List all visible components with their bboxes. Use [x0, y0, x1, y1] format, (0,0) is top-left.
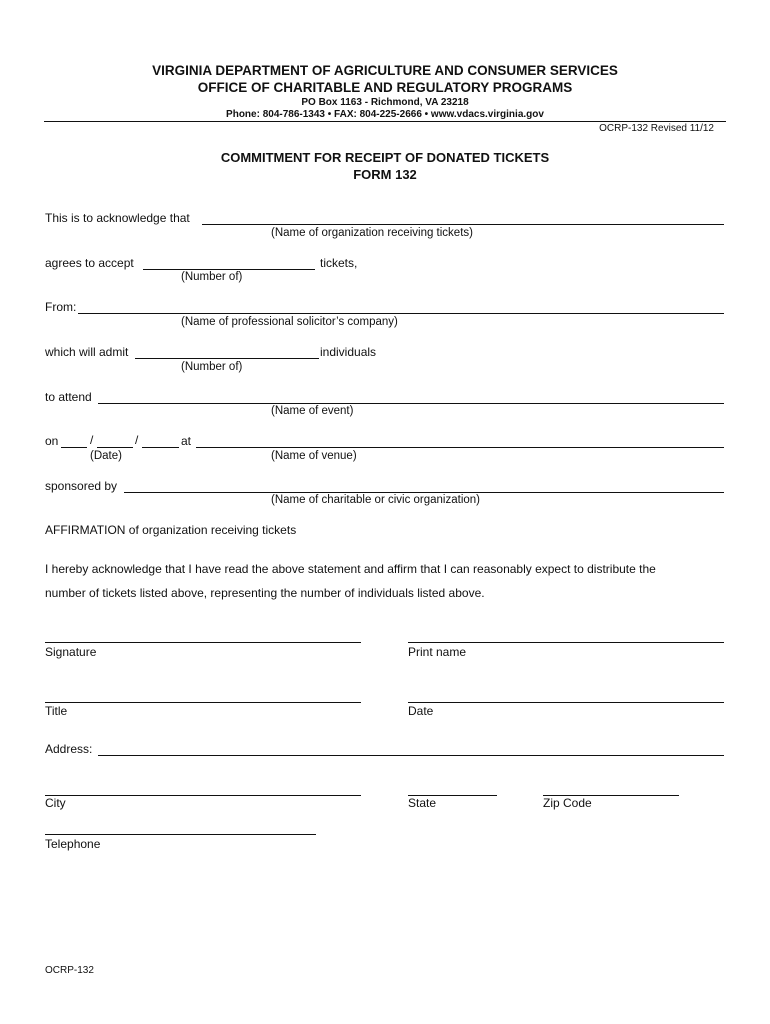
tickets-count-hint: (Number of) — [181, 271, 243, 283]
organization-name-field[interactable] — [202, 210, 724, 225]
zip-code-field[interactable] — [543, 781, 679, 796]
date-hint: (Date) — [90, 450, 122, 462]
date-day-field[interactable] — [97, 433, 133, 448]
title-label: Title — [45, 704, 68, 718]
date-label: Date — [408, 704, 434, 718]
signature-field[interactable] — [45, 628, 361, 643]
date-field[interactable] — [408, 688, 724, 703]
event-name-hint: (Name of event) — [271, 405, 354, 417]
affirmation-text-line2: number of tickets listed above, representing the number of individuals listed above. — [45, 586, 485, 600]
date-slash: / — [135, 433, 139, 447]
sponsor-organization-hint: (Name of charitable or civic organization) — [271, 494, 481, 506]
affirmation-text-line1: I hereby acknowledge that I have read the above statement and affirm that I can reasonably expect to distribute the — [45, 562, 656, 576]
date-year-field[interactable] — [142, 433, 179, 448]
tickets-suffix: tickets, — [320, 256, 358, 270]
telephone-field[interactable] — [45, 820, 316, 835]
print-name-label: Print name — [408, 645, 467, 659]
telephone-label: Telephone — [45, 837, 101, 851]
attend-label: to attend — [45, 390, 92, 404]
address-field[interactable] — [98, 741, 724, 756]
at-label: at — [181, 434, 192, 448]
sponsor-organization-field[interactable] — [124, 478, 724, 493]
event-name-field[interactable] — [98, 389, 724, 404]
sponsor-label: sponsored by — [45, 479, 118, 493]
form-title: COMMITMENT FOR RECEIPT OF DONATED TICKETS — [220, 150, 550, 165]
venue-name-field[interactable] — [196, 433, 724, 448]
organization-name-hint: (Name of organization receiving tickets) — [271, 227, 473, 239]
office-name: OFFICE OF CHARITABLE AND REGULATORY PROGRAMS — [197, 80, 573, 95]
zip-code-label: Zip Code — [543, 796, 592, 810]
form-number: FORM 132 — [353, 167, 417, 182]
admit-label: which will admit — [45, 345, 129, 359]
print-name-field[interactable] — [408, 628, 724, 643]
address-label: Address: — [45, 742, 93, 756]
title-field[interactable] — [45, 688, 361, 703]
solicitor-company-field[interactable] — [78, 299, 724, 314]
affirmation-heading: AFFIRMATION of organization receiving tickets — [45, 523, 297, 537]
form-code: OCRP-132 Revised 11/12 — [599, 123, 714, 134]
date-month-field[interactable] — [61, 433, 87, 448]
agency-address: PO Box 1163 - Richmond, VA 23218 — [301, 97, 469, 108]
individuals-count-hint: (Number of) — [181, 361, 243, 373]
city-label: City — [45, 796, 66, 810]
agency-contact: Phone: 804-786-1343 • FAX: 804-225-2666 • www.vdacs.virginia.gov — [226, 109, 544, 120]
acknowledge-label: This is to acknowledge that — [45, 211, 190, 225]
solicitor-company-hint: (Name of professional solicitor’s company) — [181, 316, 398, 328]
signature-label: Signature — [45, 645, 97, 659]
accept-label: agrees to accept — [45, 256, 134, 270]
agency-name: VIRGINIA DEPARTMENT OF AGRICULTURE AND CONSUMER SERVICES — [152, 63, 618, 78]
state-field[interactable] — [408, 781, 497, 796]
state-label: State — [408, 796, 437, 810]
date-slash: / — [90, 433, 94, 447]
footer-form-code: OCRP-132 — [45, 965, 94, 976]
admit-suffix: individuals — [320, 345, 377, 359]
on-label: on — [45, 434, 59, 448]
from-label: From: — [45, 300, 77, 314]
individuals-count-field[interactable] — [135, 344, 319, 359]
tickets-count-field[interactable] — [143, 255, 315, 270]
venue-name-hint: (Name of venue) — [271, 450, 357, 462]
header-divider — [44, 121, 726, 122]
city-field[interactable] — [45, 781, 361, 796]
